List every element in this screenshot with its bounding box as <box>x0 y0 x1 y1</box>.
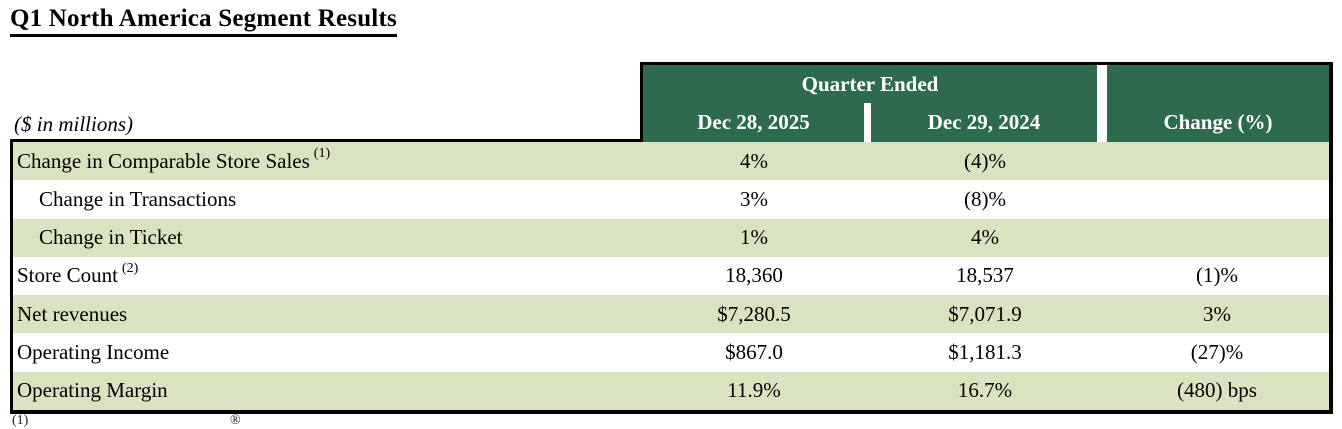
table-border-right <box>1329 62 1333 414</box>
row-label-text: Net revenues <box>17 301 128 326</box>
row-label-text: Change in Ticket <box>39 225 183 250</box>
table-row-change-in-ticket <box>13 219 1329 257</box>
units-label: ($ in millions) <box>14 112 133 136</box>
table-row-store-count <box>13 257 1329 295</box>
value-prior-quarter: 16.7% <box>957 378 1013 403</box>
value-current-quarter: $7,280.5 <box>717 301 791 326</box>
table-row-change-in-transactions <box>13 180 1329 218</box>
row-label <box>17 333 173 371</box>
value-change <box>1107 219 1327 257</box>
table-row-operating-margin <box>13 372 1329 410</box>
footnote-ref: (1) <box>313 146 331 162</box>
value-change <box>1107 180 1327 218</box>
header-column-separator-small <box>864 103 871 142</box>
row-label <box>39 219 187 257</box>
row-label <box>17 142 330 180</box>
header-col-prior-quarter: Dec 29, 2024 <box>927 110 1041 134</box>
page-title: Q1 North America Segment Results <box>10 5 397 37</box>
row-label <box>39 180 240 218</box>
value-prior-quarter: (4)% <box>964 148 1006 173</box>
table-row-net-revenues <box>13 295 1329 333</box>
header-col-current-quarter: Dec 28, 2025 <box>697 110 810 134</box>
value-change: (1)% <box>1196 263 1238 288</box>
footnote-marker: (1) <box>12 413 29 428</box>
row-label-text: Change in Comparable Store Sales <box>17 148 310 173</box>
row-label-text: Operating Margin <box>17 378 168 403</box>
value-current-quarter: 18,360 <box>725 263 783 288</box>
registered-trademark-icon: ® <box>230 413 241 428</box>
table-body <box>13 142 1329 410</box>
value-prior-quarter: $7,071.9 <box>948 301 1022 326</box>
footnote-ref: (2) <box>121 260 139 276</box>
table-row-comparable-store-sales <box>13 142 1329 180</box>
value-change: (27)% <box>1190 340 1244 365</box>
row-label <box>17 372 172 410</box>
value-prior-quarter: 4% <box>971 225 999 250</box>
row-label-text: Operating Income <box>17 340 170 365</box>
row-label <box>17 257 138 295</box>
value-change <box>1107 142 1327 180</box>
value-current-quarter: 1% <box>740 225 768 250</box>
header-group-quarter-ended: Quarter Ended <box>801 71 939 96</box>
value-current-quarter: 4% <box>740 148 768 173</box>
row-label-text: Change in Transactions <box>39 186 237 211</box>
value-prior-quarter: (8)% <box>964 186 1006 211</box>
table-header <box>643 65 1329 142</box>
header-column-separator-tall <box>1097 65 1107 142</box>
footnote-clipped <box>0 411 1342 428</box>
value-current-quarter: 3% <box>740 186 768 211</box>
value-current-quarter: 11.9% <box>727 378 781 403</box>
value-prior-quarter: $1,181.3 <box>948 340 1022 365</box>
header-col-change: Change (%) <box>1163 110 1273 134</box>
value-current-quarter: $867.0 <box>725 340 783 365</box>
table-row-operating-income <box>13 333 1329 371</box>
value-change: 3% <box>1203 301 1231 326</box>
value-prior-quarter: 18,537 <box>956 263 1014 288</box>
row-label <box>17 295 131 333</box>
value-change: (480) bps <box>1177 378 1257 403</box>
row-label-text: Store Count <box>17 263 118 288</box>
